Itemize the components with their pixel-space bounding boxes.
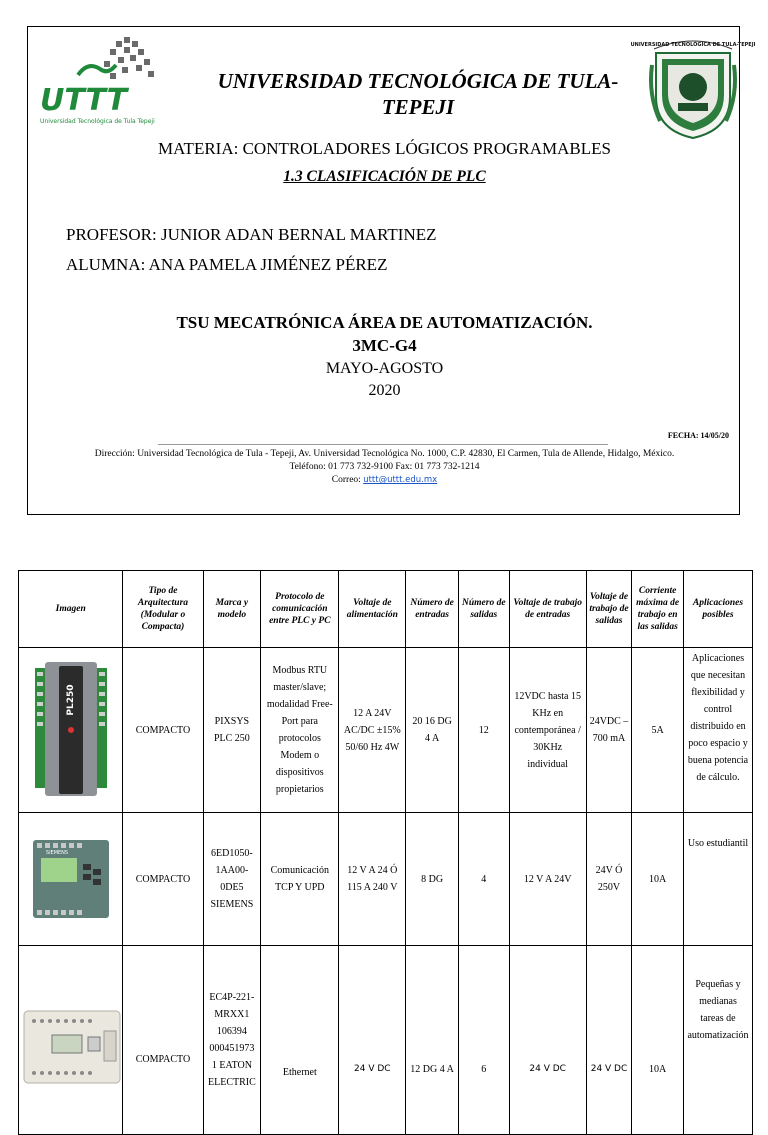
email-link[interactable]: uttt@uttt.edu.mx [363, 475, 438, 485]
table-header: Número de salidas [458, 571, 509, 648]
university-seal-icon [630, 35, 756, 140]
university-name: UNIVERSIDAD TECNOLÓGICA DE TULA-TEPEJI [217, 69, 619, 119]
date: FECHA: 14/05/20 [667, 431, 729, 440]
table-cell: 12 [458, 648, 509, 813]
table-cell: 5A [632, 648, 684, 813]
table-cell: 12 V A 24 Ó 115 A 240 V [339, 813, 406, 946]
pixsys-plc250-image-icon [31, 660, 111, 800]
table-header: Voltaje de trabajo de entradas [509, 571, 586, 648]
table-cell: Pequeñas y medianas tareas de automatización [684, 946, 753, 1135]
table-row [19, 813, 753, 946]
table-header: Imagen [19, 571, 123, 648]
table-header: Número de entradas [406, 571, 459, 648]
table-cell: Aplicaciones que necesitan flexibilidad y control distribuido en poco espacio y buena potencia de cálculo. [684, 648, 753, 813]
year: 2020 [368, 382, 401, 399]
eaton-easy-plc-image-icon [22, 1007, 122, 1087]
table-cell: 12 V A 24V [509, 813, 586, 946]
table-cell: 24 V DC [586, 946, 632, 1135]
table-cell: EC4P-221-MRXX1 106394 000451973 1 EATON ELECTRIC [203, 946, 261, 1135]
table-cell: 24 V DC [509, 946, 586, 1135]
table-cell: Uso estudiantil [684, 813, 753, 946]
table-cell: 24V Ó 250V [586, 813, 632, 946]
table-header: Tipo de Arquitectura (Modular o Compacta) [123, 571, 203, 648]
table-cell: 12VDC hasta 15 KHz en contemporánea / 30KHz individual [509, 648, 586, 813]
period: MAYO-AGOSTO [325, 360, 444, 377]
table-cell: PIXSYS PLC 250 [203, 648, 261, 813]
svg-text:UTTT: UTTT [40, 83, 128, 118]
professor: PROFESOR: JUNIOR ADAN BERNAL MARTINEZ [66, 225, 437, 244]
table-cell: COMPACTO [123, 946, 203, 1135]
table-cell: 12 DG 4 A [406, 946, 459, 1135]
address-block [48, 448, 721, 487]
table-header: Aplicaciones posibles [684, 571, 753, 648]
table-row [19, 946, 753, 1135]
table-cell: 8 DG [406, 813, 459, 946]
uttt-logo-icon [38, 35, 163, 127]
table-cell: 6 [458, 946, 509, 1135]
plc-table [18, 570, 753, 1135]
address: Dirección: Universidad Tecnológica de Tula - Tepeji, Av. Universidad Tecnológica No. 1000, C.P. 42830, El Carmen, Tula de Allende, Hidalgo, México. [94, 449, 675, 459]
table-header: Marca y modelo [203, 571, 261, 648]
subject: MATERIA: CONTROLADORES LÓGICOS PROGRAMABLES [158, 139, 611, 158]
table-header-row [19, 571, 753, 648]
table-cell: 10A [632, 946, 684, 1135]
student: ALUMNA: ANA PAMELA JIMÉNEZ PÉREZ [66, 255, 388, 274]
phone: Teléfono: 01 773 732-9100 Fax: 01 773 732-1214 [289, 462, 480, 472]
table-cell-image [19, 813, 123, 946]
table-cell: Comunicación TCP Y UPD [261, 813, 339, 946]
table-cell-image [19, 946, 123, 1135]
table-cell: COMPACTO [123, 813, 203, 946]
siemens-logo-plc-image-icon [31, 834, 111, 924]
table-header: Corriente máxima de trabajo en las salidas [632, 571, 684, 648]
table-cell: 12 A 24V AC/DC ±15% 50/60 Hz 4W [339, 648, 406, 813]
table-header: Protocolo de comunicación entre PLC y PC [261, 571, 339, 648]
table-cell: 20 16 DG 4 A [406, 648, 459, 813]
table-cell: 6ED1050-1AA00-0DE5 SIEMENS [203, 813, 261, 946]
table-cell: Modbus RTU master/slave; modalidad Free-Port para protocolos Modem o dispositivos propietarios [261, 648, 339, 813]
topic-title: 1.3 CLASIFICACIÓN DE PLC [283, 168, 486, 185]
cover-page [27, 26, 756, 515]
group: 3MC-G4 [352, 336, 417, 355]
table-cell-image [19, 648, 123, 813]
table-cell: 24VDC – 700 mA [586, 648, 632, 813]
table-header: Voltaje de trabajo de salidas [586, 571, 632, 648]
table-cell: 10A [632, 813, 684, 946]
table-header: Voltaje de alimentación [339, 571, 406, 648]
table-cell: 4 [458, 813, 509, 946]
divider [158, 444, 608, 445]
email-line: Correo: uttt@uttt.edu.mx [331, 475, 438, 485]
svg-text:SIEMENS: SIEMENS [45, 850, 68, 856]
table-row [19, 648, 753, 813]
svg-text:PL250: PL250 [65, 684, 76, 716]
svg-text:Universidad Tecnológica de Tul: Universidad Tecnológica de Tula Tepeji [40, 118, 155, 125]
table-cell: 24 V DC [339, 946, 406, 1135]
svg-text:UNIVERSIDAD TECNOLÓGICA DE TUL: UNIVERSIDAD TECNOLÓGICA DE TULA-TEPEJI [630, 42, 756, 48]
table-cell: Ethernet [261, 946, 339, 1135]
career: TSU MECATRÓNICA ÁREA DE AUTOMATIZACIÓN. [176, 313, 593, 332]
table-cell: COMPACTO [123, 648, 203, 813]
